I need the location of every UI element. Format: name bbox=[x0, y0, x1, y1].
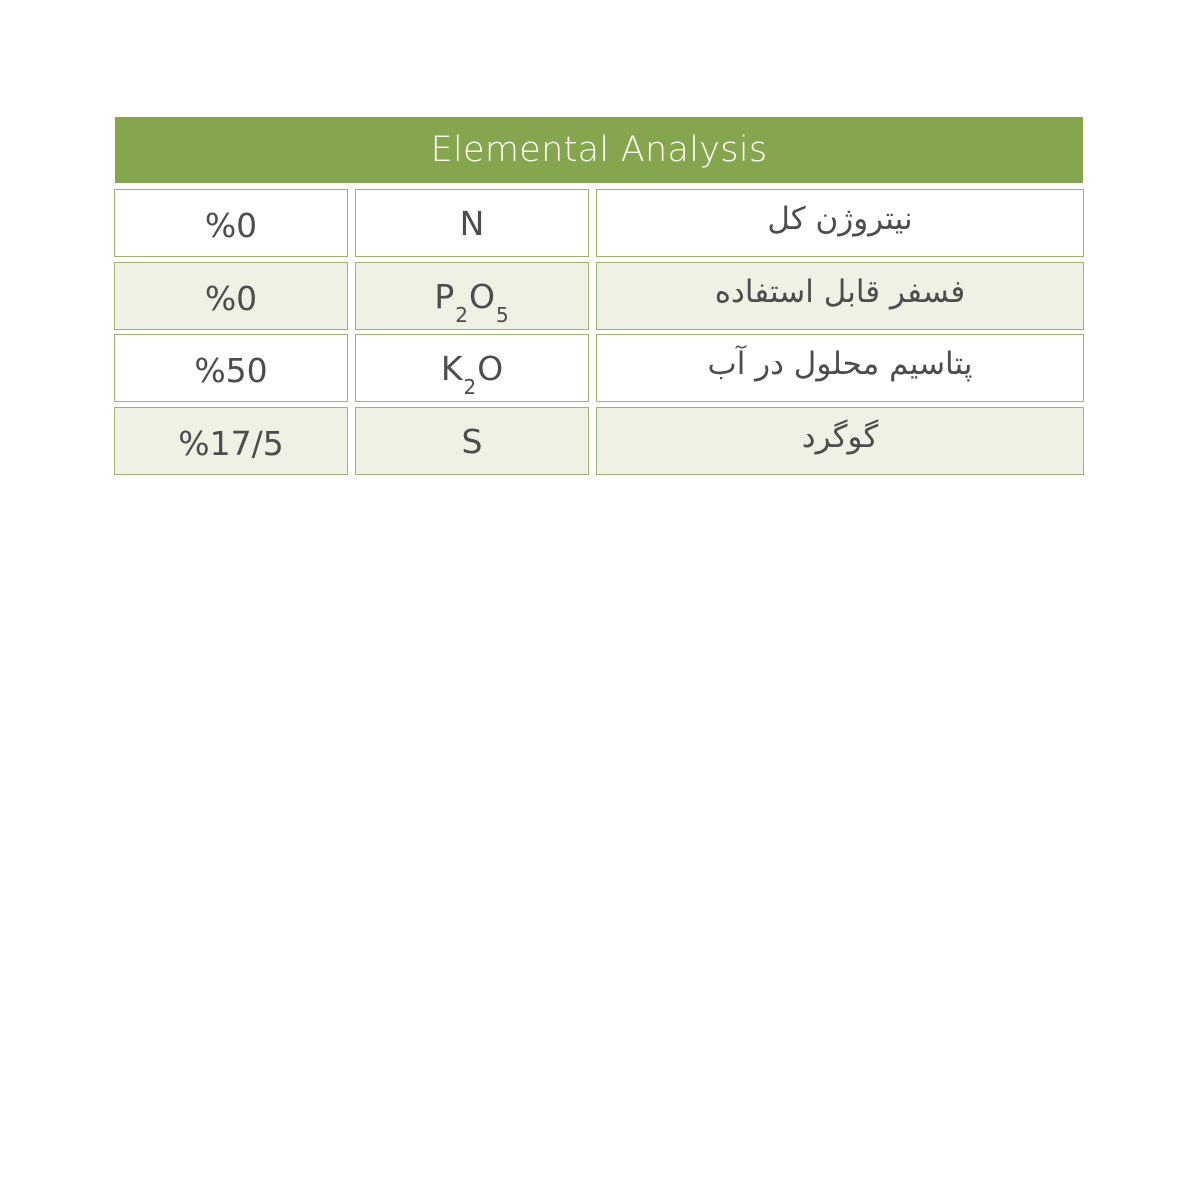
table-cell-value: %50 bbox=[114, 334, 348, 402]
table-cell-symbol: S bbox=[355, 407, 589, 475]
table-title: Elemental Analysis bbox=[115, 117, 1083, 183]
table-cell-symbol: N bbox=[355, 189, 589, 257]
table-cell-name: گوگرد bbox=[596, 407, 1084, 475]
table-cell-name: نیتروژن کل bbox=[596, 189, 1084, 257]
table-cell-symbol: P 2 O 5 bbox=[355, 262, 589, 330]
table-cell-value: %0 bbox=[114, 262, 348, 330]
table-cell-name: فسفر قابل استفاده bbox=[596, 262, 1084, 330]
table-cell-value: %0 bbox=[114, 189, 348, 257]
table-cell-name: پتاسیم محلول در آب bbox=[596, 334, 1084, 402]
table-cell-symbol: K 2 O bbox=[355, 334, 589, 402]
table-cell-value: %17/5 bbox=[114, 407, 348, 475]
